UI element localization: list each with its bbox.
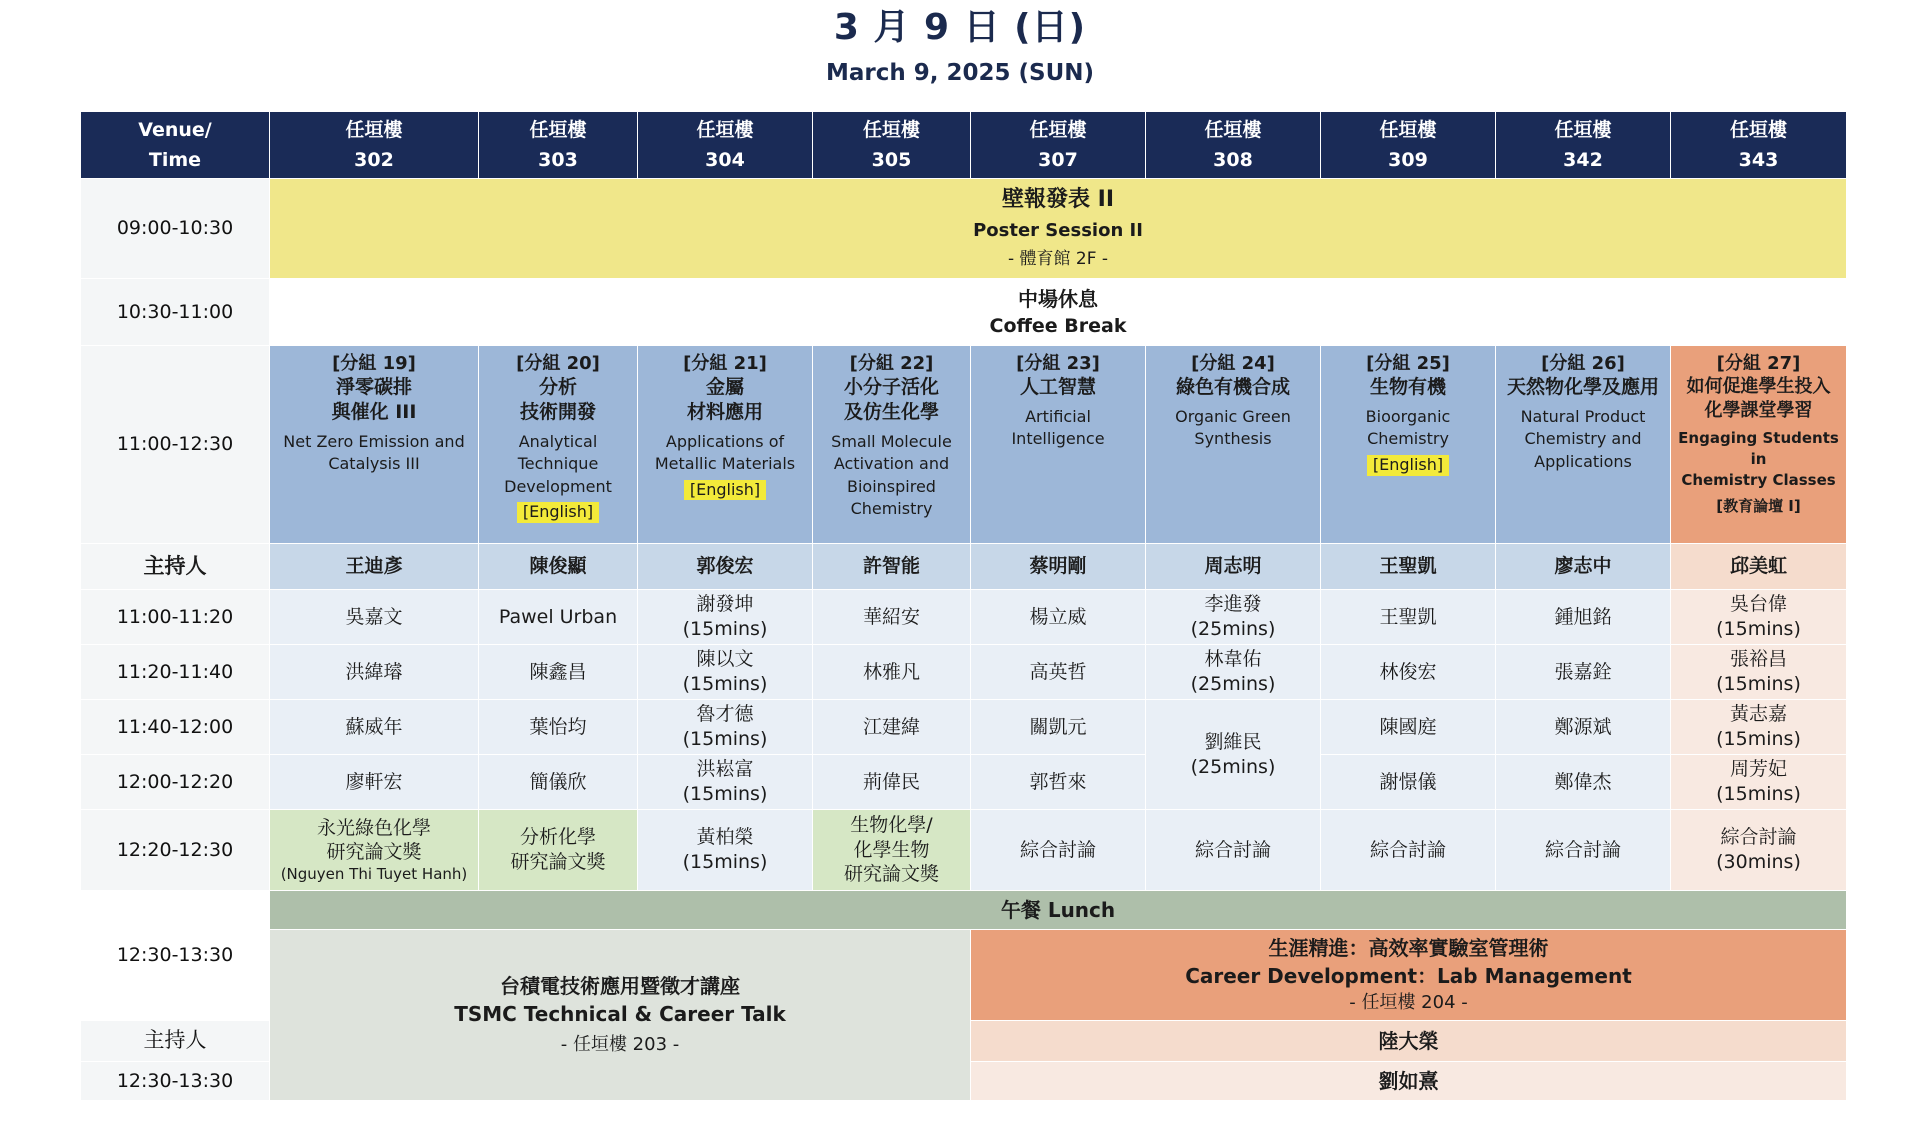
- poster-session-banner: [270, 179, 1847, 279]
- session-code: [分組 25]: [1366, 353, 1450, 374]
- session-title-en: Organic Green Synthesis: [1175, 407, 1291, 449]
- venue-building: 任垣樓: [529, 118, 587, 141]
- chair-name: 蔡明剛: [971, 544, 1146, 590]
- chair-name: 許智能: [813, 544, 971, 590]
- chair-name: 廖志中: [1496, 544, 1671, 590]
- speaker-cell: 魯才德 (15mins): [638, 700, 813, 755]
- award-cell: [270, 810, 479, 891]
- speaker-cell: 鄭源斌: [1496, 700, 1671, 755]
- session-title-en: Analytical Technique Development: [504, 431, 612, 496]
- coffee-break-banner: [270, 279, 1847, 346]
- speaker-cell: 陳鑫昌: [479, 645, 638, 700]
- venue-building: 任垣樓: [862, 118, 920, 141]
- session-title-en: Engaging Students in Chemistry Classes: [1678, 429, 1839, 490]
- speaker-cell: Pawel Urban: [479, 590, 638, 645]
- venue-header: [638, 112, 813, 179]
- venue-room: 305: [871, 149, 912, 171]
- break-title-en: Coffee Break: [989, 314, 1127, 337]
- session-cell: [1321, 346, 1496, 544]
- award-recipient: (Nguyen Thi Tuyet Hanh): [280, 864, 468, 883]
- speaker-cell: 簡儀欣: [479, 755, 638, 810]
- speaker-cell: 林俊宏: [1321, 645, 1496, 700]
- session-cell: [638, 346, 813, 544]
- venue-room: 304: [705, 149, 745, 171]
- venue-room: 307: [1038, 149, 1078, 171]
- english-tag: [English]: [517, 502, 599, 523]
- time-cell: 12:30-13:30: [81, 1062, 270, 1101]
- tsmc-title-en: TSMC Technical & Career Talk: [454, 1002, 786, 1027]
- time-cell: 12:20-12:30: [81, 810, 270, 891]
- session-code: [分組 19]: [332, 353, 416, 374]
- tsmc-title-zh: 台積電技術應用暨徵才講座: [500, 974, 740, 999]
- english-tag: [English]: [684, 480, 766, 501]
- page-subtitle: March 9, 2025 (SUN): [825, 60, 1095, 86]
- session-code: [分組 23]: [1016, 353, 1100, 374]
- session-code: [分組 20]: [516, 353, 600, 374]
- chair-name: 陳俊顯: [479, 544, 638, 590]
- time-cell: 09:00-10:30: [81, 179, 270, 279]
- time-cell: 12:30-13:30: [81, 891, 270, 1021]
- speaker-cell: 郭哲來: [971, 755, 1146, 810]
- speaker-cell: 洪緯璿: [270, 645, 479, 700]
- venue-room: 343: [1738, 149, 1779, 171]
- session-cell: [971, 346, 1146, 544]
- speaker-cell: 鄭偉杰: [1496, 755, 1671, 810]
- time-cell: 11:40-12:00: [81, 700, 270, 755]
- award-cell: 分析化學 研究論文獎: [479, 810, 638, 891]
- session-cell: [479, 346, 638, 544]
- venue-building: 任垣樓: [1204, 118, 1262, 141]
- chair-name: 王聖凱: [1321, 544, 1496, 590]
- speaker-cell: 葉怡均: [479, 700, 638, 755]
- discussion-cell: 綜合討論: [1496, 810, 1671, 891]
- forum-tag: [教育論壇 I]: [1716, 497, 1801, 516]
- session-code: [分組 24]: [1191, 353, 1275, 374]
- chair-label: 主持人: [81, 544, 270, 590]
- time-cell: 11:20-11:40: [81, 645, 270, 700]
- session-title-zh: 淨零碳排 與催化 III: [331, 376, 417, 424]
- venue-header: [1496, 112, 1671, 179]
- poster-title-zh: 壁報發表 II: [1001, 187, 1115, 213]
- discussion-cell: 綜合討論 (30mins): [1671, 810, 1847, 891]
- session-title-zh: 生物有機: [1369, 376, 1446, 399]
- venue-time-header: Venue/ Time: [81, 112, 270, 179]
- speaker-cell: 鍾旭銘: [1496, 590, 1671, 645]
- speaker-cell: 陳以文 (15mins): [638, 645, 813, 700]
- speaker-cell: 江建緯: [813, 700, 971, 755]
- venue-building: 任垣樓: [696, 118, 754, 141]
- venue-room: 302: [354, 149, 394, 171]
- venue-header: [971, 112, 1146, 179]
- chair-name: 王迪彥: [270, 544, 479, 590]
- schedule-table: [81, 112, 1847, 1104]
- session-cell-education: [1671, 346, 1847, 544]
- speaker-cell: 陳國庭: [1321, 700, 1496, 755]
- poster-venue: - 體育館 2F -: [1007, 249, 1109, 270]
- session-title-en: Applications of Metallic Materials: [654, 431, 796, 474]
- speaker-cell: 劉維民 (25mins): [1146, 700, 1321, 810]
- session-code: [分組 27]: [1716, 353, 1801, 374]
- speaker-cell: 蘇威年: [270, 700, 479, 755]
- time-cell: 11:00-11:20: [81, 590, 270, 645]
- speaker-cell: 黃柏榮 (15mins): [638, 810, 813, 891]
- tsmc-talk-cell: [270, 930, 971, 1101]
- english-tag: [English]: [1367, 455, 1449, 476]
- award-title: 永光綠色化學 研究論文獎: [316, 816, 431, 864]
- chair-name: 郭俊宏: [638, 544, 813, 590]
- chair-name: 邱美虹: [1671, 544, 1847, 590]
- career-talk-cell: [971, 930, 1847, 1021]
- session-code: [分組 26]: [1541, 353, 1625, 374]
- speaker-cell: 荊偉民: [813, 755, 971, 810]
- session-title-en: Net Zero Emission and Catalysis III: [283, 431, 465, 474]
- time-cell: 11:00-12:30: [81, 346, 270, 544]
- session-cell: [813, 346, 971, 544]
- session-cell: [270, 346, 479, 544]
- career-speaker: 劉如熹: [971, 1062, 1847, 1101]
- venue-building: 任垣樓: [1029, 118, 1087, 141]
- speaker-cell: 楊立威: [971, 590, 1146, 645]
- venue-room: 309: [1388, 149, 1428, 171]
- page-title: 3 月 9 日 (日): [833, 7, 1087, 48]
- speaker-cell: 廖軒宏: [270, 755, 479, 810]
- session-cell: [1496, 346, 1671, 544]
- speaker-cell: 謝憬儀: [1321, 755, 1496, 810]
- career-title-en: Career Development：Lab Management: [1185, 964, 1632, 989]
- time-cell: 10:30-11:00: [81, 279, 270, 346]
- venue-building: 任垣樓: [345, 118, 403, 141]
- tsmc-venue: - 任垣樓 203 -: [560, 1034, 680, 1056]
- speaker-cell: 華紹安: [813, 590, 971, 645]
- speaker-cell: 吳嘉文: [270, 590, 479, 645]
- venue-header: [270, 112, 479, 179]
- lunch-banner: 午餐 Lunch: [270, 891, 1847, 930]
- venue-building: 任垣樓: [1729, 118, 1787, 141]
- session-title-zh: 人工智慧: [1019, 376, 1096, 399]
- venue-header: [1671, 112, 1847, 179]
- chair-name: 周志明: [1146, 544, 1321, 590]
- session-code: [分組 21]: [683, 353, 767, 374]
- speaker-cell: 林韋佑 (25mins): [1146, 645, 1321, 700]
- speaker-cell: 李進發 (25mins): [1146, 590, 1321, 645]
- session-title-en: Natural Product Chemistry and Applications: [1520, 407, 1646, 471]
- venue-header: [813, 112, 971, 179]
- session-title-en: Bioorganic Chemistry: [1365, 407, 1451, 449]
- venue-room: 303: [538, 149, 578, 171]
- discussion-cell: 綜合討論: [1146, 810, 1321, 891]
- career-title-zh: 生涯精進：高效率實驗室管理術: [1268, 936, 1549, 961]
- discussion-cell: 綜合討論: [971, 810, 1146, 891]
- venue-room: 308: [1213, 149, 1253, 171]
- session-title-en: Artificial Intelligence: [1011, 407, 1105, 449]
- career-venue: - 任垣樓 204 -: [1349, 992, 1468, 1014]
- speaker-cell: 謝發坤 (15mins): [638, 590, 813, 645]
- venue-header: [1321, 112, 1496, 179]
- speaker-cell: 吳台偉 (15mins): [1671, 590, 1847, 645]
- career-chair: 陸大榮: [971, 1021, 1847, 1062]
- speaker-cell: 高英哲: [971, 645, 1146, 700]
- award-cell: 生物化學/ 化學生物 研究論文獎: [813, 810, 971, 891]
- discussion-cell: 綜合討論: [1321, 810, 1496, 891]
- session-title-zh: 天然物化學及應用: [1506, 376, 1659, 399]
- session-title-en: Small Molecule Activation and Bioinspired Chemistry: [831, 431, 952, 518]
- speaker-cell: 關凱元: [971, 700, 1146, 755]
- speaker-cell: 洪崧富 (15mins): [638, 755, 813, 810]
- venue-header: [479, 112, 638, 179]
- venue-header: [1146, 112, 1321, 179]
- venue-room: 342: [1563, 149, 1603, 171]
- speaker-cell: 王聖凱: [1321, 590, 1496, 645]
- poster-title-en: Poster Session II: [973, 220, 1143, 242]
- venue-building: 任垣樓: [1379, 118, 1437, 141]
- session-title-zh: 如何促進學生投入 化學課堂學習: [1686, 376, 1831, 421]
- time-cell: 12:00-12:20: [81, 755, 270, 810]
- session-code: [分組 22]: [849, 353, 934, 374]
- speaker-cell: 張嘉銓: [1496, 645, 1671, 700]
- speaker-cell: 張裕昌 (15mins): [1671, 645, 1847, 700]
- speaker-cell: 周芳妃 (15mins): [1671, 755, 1847, 810]
- speaker-cell: 林雅凡: [813, 645, 971, 700]
- chair-label: 主持人: [81, 1021, 270, 1062]
- session-title-zh: 綠色有機合成: [1175, 376, 1290, 399]
- session-cell: [1146, 346, 1321, 544]
- session-title-zh: 分析 技術開發: [519, 376, 596, 424]
- venue-building: 任垣樓: [1554, 118, 1612, 141]
- session-title-zh: 金屬 材料應用: [686, 376, 763, 424]
- session-title-zh: 小分子活化 及仿生化學: [843, 376, 939, 424]
- speaker-cell: 黃志嘉 (15mins): [1671, 700, 1847, 755]
- break-title-zh: 中場休息: [1018, 286, 1098, 311]
